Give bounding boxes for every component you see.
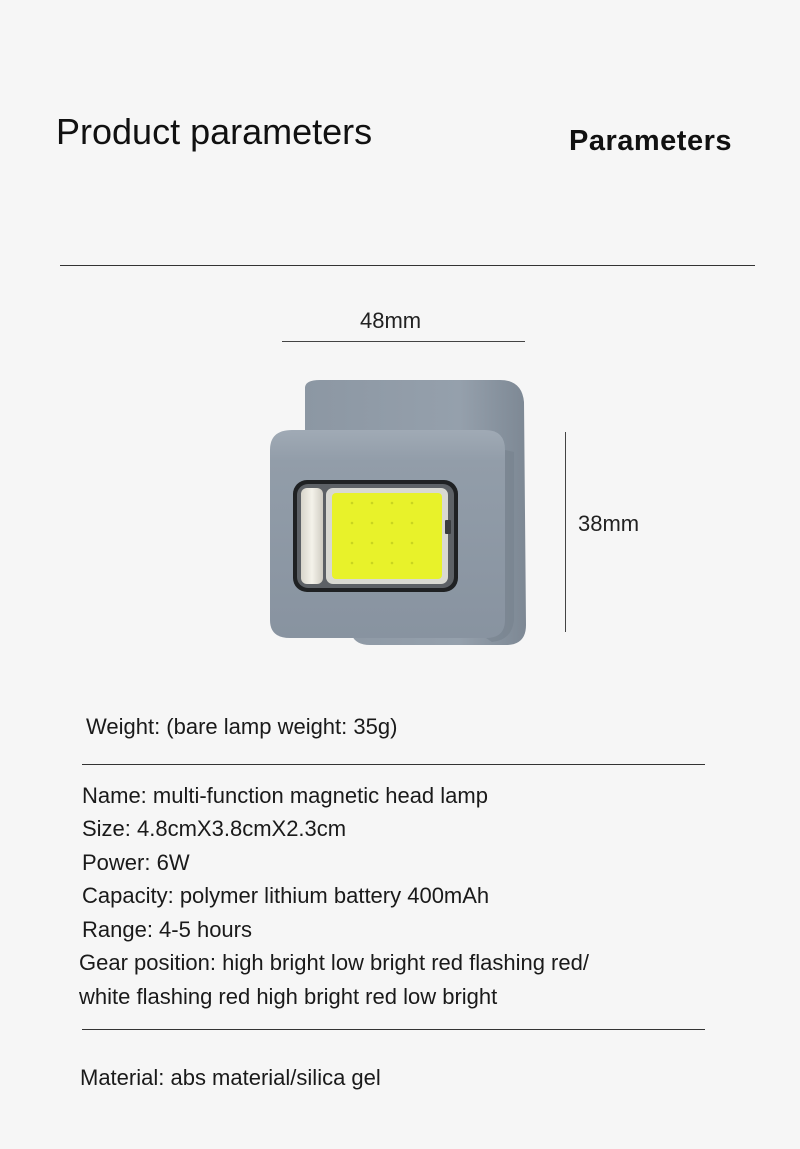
section-subtitle: Parameters [569, 125, 732, 157]
page-title: Product parameters [56, 111, 373, 152]
spec-size: Size: 4.8cmX3.8cmX2.3cm [82, 816, 347, 841]
width-dimension-label: 48mm [360, 308, 422, 333]
magnetic-head-lamp-icon [260, 370, 540, 660]
height-dimension-label: 38mm [578, 511, 640, 536]
spec-capacity: Capacity: polymer lithium battery 400mAh [82, 883, 490, 908]
spec-range: Range: 4-5 hours [82, 917, 252, 942]
spec-divider-1 [82, 764, 705, 765]
width-dimension-line [282, 341, 525, 342]
spec-gear-position-line-2: white flashing red high bright red low bright [79, 984, 498, 1009]
spec-gear-position-line-1: Gear position: high bright low bright red flashing red/ [79, 950, 589, 975]
spec-material: Material: abs material/silica gel [80, 1065, 381, 1090]
title-ghost-decoration [60, 150, 360, 190]
spec-name: Name: multi-function magnetic head lamp [82, 783, 488, 808]
spec-power: Power: 6W [82, 850, 190, 875]
spec-divider-2 [82, 1029, 705, 1030]
height-dimension-line [565, 432, 566, 632]
spec-weight: Weight: (bare lamp weight: 35g) [86, 714, 398, 739]
header-divider [60, 265, 755, 266]
